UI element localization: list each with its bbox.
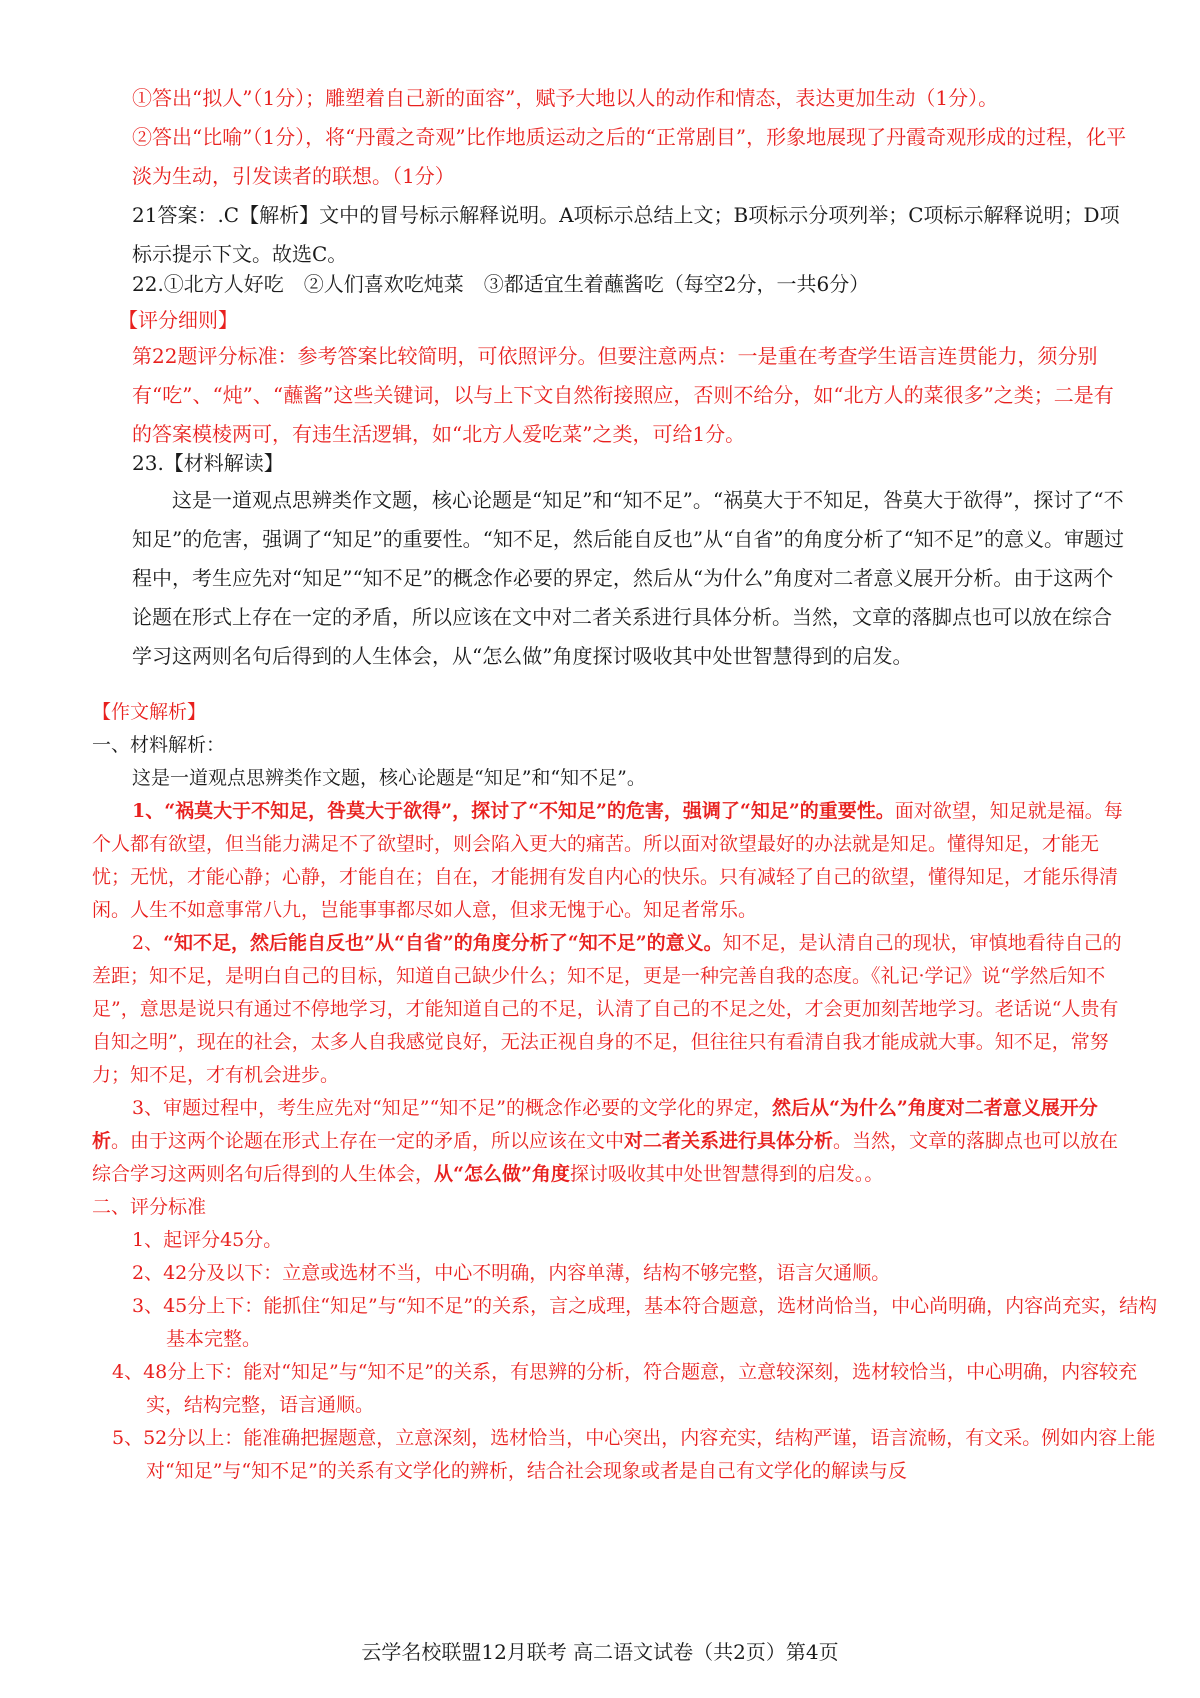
scoring-detail-heading: 【评分细则】 (118, 308, 238, 332)
section-1-intro: 这是一道观点思辨类作文题，核心论题是“知足”和“知不足”。 (132, 767, 646, 789)
scoring-item-3: 3、45分上下：能抓住“知足”与“知不足”的关系，言之成理，基本符合题意，选材尚恰当，中心尚明确，内容尚充实，结构基本完整。 (132, 1295, 1158, 1350)
page-footer: 云学名校联盟12月联考 高二语文试卷（共2页）第4页 (361, 1640, 839, 1664)
essay-point-1 (92, 795, 1127, 927)
question-22-answer: 22.①北方人好吃 ②人们喜欢吃炖菜 ③都适宜生着蘸酱吃（每空2分，一共6分） (132, 272, 870, 296)
scoring-item-2: 2、42分及以下：立意或选材不当，中心不明确，内容单薄，结构不够完整，语言欠通顺。 (132, 1262, 891, 1284)
section-2-title: 二、评分标准 (92, 1196, 207, 1218)
question-21-answer: 21答案：.C【解析】文中的冒号标示解释说明。A项标示总结上文；B项标示分项列举；C项标示解释说明；D项标示提示下文。故选C。 (132, 203, 1120, 266)
question-23-interpretation: 这是一道观点思辨类作文题，核心论题是“知足”和“知不足”。“祸莫大于不知足，咎莫大于欲得”，探讨了“不知足”的危害，强调了“知足”的重要性。“知不足，然后能自反也”从“自省”的角度分析了“知不足”的意义。审题过程中，考生应先对“知足”“知不足”的概念作必要的界定，然后从“为什么”角度对二者意义展开分析。由于这两个论题在形式上存在一定的矛盾，所以应该在文中对二者关系进行具体分析。当然，文章的落脚点也可以放在综合学习这两则名句后得到的人生体会，从“怎么做”角度探讨吸收其中处世智慧得到的启发。 (132, 488, 1125, 668)
essay-point-2-emphasis: “知不足，然后能自反也”从“自省”的角度分析了“知不足”的意义。 (163, 932, 723, 954)
essay-point-3-emphasis-how: 从“怎么做”角度 (434, 1163, 570, 1185)
essay-point-1-text: 面对欲望，知足就是福。每个人都有欲望，但当能力满足不了欲望时，则会陷入更大的痛苦。所以面对欲望最好的办法就是知足。懂得知足，才能无忧；无忧，才能心静；心静，才能自在；自在，才能拥有发自内心的快乐。只有减轻了自己的欲望，懂得知足，才能乐得清闲。人生不如意事常八九，岂能事事都尽如人意，但求无愧于心。知足者常乐。 (92, 800, 1123, 921)
essay-point-2 (92, 927, 1127, 1092)
essay-point-2-number: 2、 (132, 932, 164, 954)
scoring-item-5: 5、52分以上：能准确把握题意，立意深刻，选材恰当，中心突出，内容充实，结构严谨，语言流畅，有文采。例如内容上能对“知足”与“知不足”的关系有文学化的辨析，结合社会现象或者是自己有文学化的解读与反 (112, 1427, 1156, 1482)
essay-analysis-heading: 【作文解析】 (92, 701, 207, 723)
essay-point-3-part-e: 。当然，文章的落脚点也可以放在综合学习这两则名句后得到的人生体会， (92, 1130, 1119, 1185)
essay-point-3-part-g: 探讨吸收其中处世智慧得到的启发。。 (569, 1163, 884, 1185)
answer-personification: ①答出“拟人”（1分）；雕塑着自己新的面容”，赋予大地以人的动作和情态，表达更加生动（1分）。 (132, 86, 999, 110)
question-22-scoring-detail: 第22题评分标准：参考答案比较简明，可依照评分。但要注意两点：一是重在考查学生语言连贯能力，须分别有“吃”、“炖”、“蘸酱”这些关键词，以与上下文自然衔接照应，否则不给分，如“北方人的菜很多”之类；二是有的答案模棱两可，有违生活逻辑，如“北方人爱吃菜”之类，可给1分。 (132, 344, 1114, 446)
essay-point-3-emphasis-relation: 对二者关系进行具体分析 (624, 1130, 834, 1152)
essay-point-3-part-c: 。由于这两个论题在形式上存在一定的矛盾，所以应该在文中 (111, 1130, 625, 1152)
scoring-item-1: 1、起评分45分。 (132, 1229, 283, 1251)
essay-point-3 (92, 1092, 1127, 1191)
essay-point-2-text: 知不足，是认清自己的现状，审慎地看待自己的差距；知不足，是明白自己的目标，知道自己缺少什么；知不足，更是一种完善自我的态度。《礼记·学记》说“学然后知不足”，意思是说只有通过不停地学习，才能知道自己的不足，认清了自己的不足之处，才会更加刻苦地学习。老话说“人贵有自知之明”，现在的社会，太多人自我感觉良好，无法正视自身的不足，但往往只有看清自我才能成就大事。知不足，常努力；知不足，才有机会进步。 (92, 932, 1122, 1086)
question-23-heading: 23.【材料解读】 (132, 451, 284, 475)
section-1-title: 一、材料解析： (92, 734, 226, 756)
answer-metaphor: ②答出“比喻”（1分），将“丹霞之奇观”比作地质运动之后的“正常剧目”，形象地展现了丹霞奇观形成的过程，化平淡为生动，引发读者的联想。（1分） (132, 125, 1127, 188)
essay-point-1-emphasis: 1、“祸莫大于不知足，咎莫大于欲得”，探讨了“不知足”的危害，强调了“知足”的重要性。 (132, 800, 895, 822)
essay-point-3-part-a: 3、审题过程中，考生应先对“知足”“知不足”的概念作必要的文学化的界定， (132, 1097, 772, 1119)
essay-point-3-emphasis-why: 然后从“为什么”角度对二者意义展开分析 (92, 1097, 1098, 1152)
scoring-item-4: 4、48分上下：能对“知足”与“知不足”的关系，有思辨的分析，符合题意，立意较深刻，选材较恰当，中心明确，内容较充实，结构完整，语言通顺。 (112, 1361, 1138, 1416)
